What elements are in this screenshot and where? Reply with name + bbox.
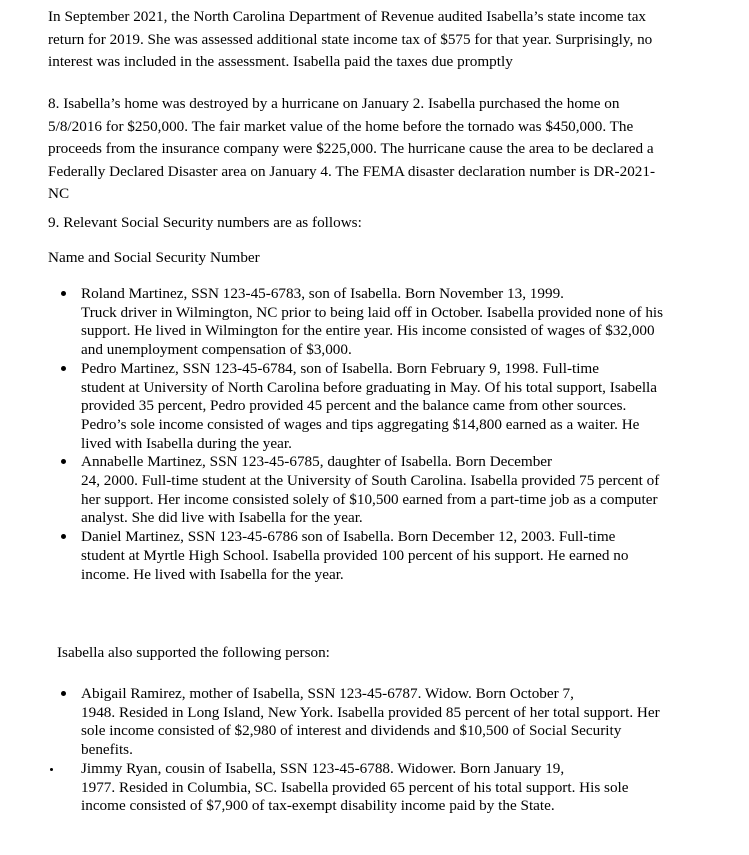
list-item-first-line: Roland Martinez, SSN 123-45-6783, son of Isabella. Born November 13, 1999. [81, 285, 564, 302]
hurricane-paragraph: 8. Isabella’s home was destroyed by a hurricane on January 2. Isabella purchased the home on 5/8/2016 for $250,000. The fair market value of the home before the tornado was $450,000. The proceeds from the insurance company were $225,000. The hurricane cause the area to be declared a Federally Declared Disaster area on January 4. The FEMA disaster declaration number is DR-2021-NC [48, 95, 656, 203]
list-item-text: Truck driver in Wilmington, NC prior to being laid off in October. Isabella provided none of his support. He lived in Wilmington for the entire year. His income consisted of wages of $32,000 and unemployment compensation of $3,000. [81, 303, 664, 359]
list-item [0, 360, 671, 454]
list-item [0, 760, 671, 816]
bullet-icon [50, 768, 53, 771]
bullet-icon [61, 691, 66, 696]
list-item-text: 1948. Resided in Long Island, New York. Isabella provided 85 percent of her total support. Her sole income consisted of $2,980 of interest and dividends and $10,500 of Social Security benefits. [81, 703, 660, 759]
list-item-first-line: Daniel Martinez, SSN 123-45-6786 son of Isabella. Born December 12, 2003. Full-time [81, 528, 616, 546]
list-item-first-line: Pedro Martinez, SSN 123-45-6784, son of Isabella. Born February 9, 1998. Full-time [81, 359, 599, 377]
audit-paragraph: In September 2021, the North Carolina Department of Revenue audited Isabella’s state income tax return for 2019. She was assessed additional state income tax of $575 for that year. Surprisingly, no interest was included in the assessment. Isabella paid the taxes due promptly [48, 8, 653, 71]
list-item [0, 528, 671, 584]
bullet-icon [61, 459, 66, 464]
bullet-icon [61, 291, 66, 296]
list-item-first-line: Jimmy Ryan, cousin of Isabella, SSN 123-45-6788. Widower. Born January 19, [81, 759, 565, 777]
bullet-icon [61, 534, 66, 539]
list-item-text: student at University of North Carolina before graduating in May. Of his total support, Isabella provided 35 percent, Pedro provided 45 percent and the balance came from other sources. Pedro’s sole income consisted of wages and tips aggregating $14,800 earned as a waiter. He lived with Isabella during the year. [81, 378, 658, 452]
dependents-list [0, 285, 671, 584]
list-item-text: 1977. Resided in Columbia, SC. Isabella provided 65 percent of his total support. His sole income consisted of $7,900 of tax-exempt disability income paid by the State. [81, 778, 629, 815]
list-item-text: student at Myrtle High School. Isabella provided 100 percent of his support. He earned no income. He lived with Isabella for the year. [81, 546, 629, 583]
list-item [0, 453, 671, 528]
list-item-first-line: Abigail Ramirez, mother of Isabella, SSN 123-45-6787. Widow. Born October 7, [81, 685, 574, 702]
list-item [0, 285, 671, 360]
list-item [0, 685, 671, 760]
list-item-first-line: Annabelle Martinez, SSN 123-45-6785, daughter of Isabella. Born December [81, 453, 553, 471]
list-item-text: 24, 2000. Full-time student at the University of South Carolina. Isabella provided 75 percent of her support. Her income consisted solely of $10,500 earned from a part-time job as a computer analyst. She did live with Isabella for the year. [81, 472, 660, 527]
ssn-heading: Name and Social Security Number [48, 249, 260, 266]
also-supported-paragraph: Isabella also supported the following person: [57, 644, 330, 661]
ssn-intro: 9. Relevant Social Security numbers are as follows: [48, 214, 362, 231]
others-list [0, 685, 671, 816]
bullet-icon [61, 366, 66, 371]
